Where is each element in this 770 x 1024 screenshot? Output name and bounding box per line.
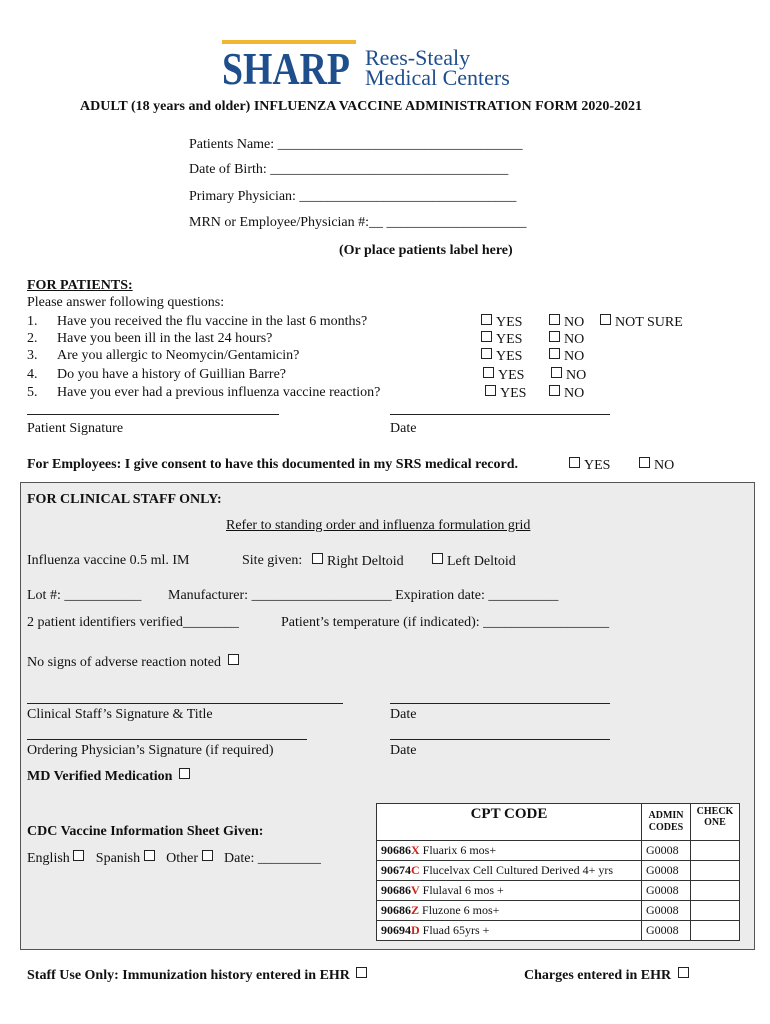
admin-codes-header: ADMIN CODES xyxy=(642,804,691,841)
identifiers-verified-field[interactable]: 2 patient identifiers verified________ xyxy=(27,615,239,630)
checkbox-icon xyxy=(481,348,492,359)
checkbox-icon xyxy=(481,331,492,342)
checkbox-icon xyxy=(144,850,155,861)
checkbox-icon xyxy=(678,967,689,978)
q1-not-sure-checkbox[interactable]: NOT SURE xyxy=(600,314,683,331)
admin-code-cell: G0008 xyxy=(642,921,691,941)
staff-signature-label: Clinical Staff’s Signature & Title xyxy=(27,707,213,722)
checkbox-icon xyxy=(485,385,496,396)
checkbox-icon xyxy=(432,553,443,564)
cpt-code-header: CPT CODE xyxy=(377,804,642,841)
ordering-signature-label: Ordering Physician’s Signature (if required) xyxy=(27,743,274,758)
cpt-cell: 90694D Fluad 65yrs + xyxy=(377,921,642,941)
question-item: 2. Have you been ill in the last 24 hours? xyxy=(27,331,273,346)
cdc-date-field[interactable]: Date: _________ xyxy=(224,851,321,866)
vaccine-dose-label: Influenza vaccine 0.5 ml. IM xyxy=(27,553,190,568)
ordering-date-line[interactable] xyxy=(390,739,610,740)
q2-no-checkbox[interactable]: NO xyxy=(549,331,584,348)
checkbox-icon xyxy=(202,850,213,861)
manufacturer-expiration-field[interactable]: Manufacturer: ____________________ Expiration date: __________ xyxy=(168,588,559,603)
ehr-history-checkbox[interactable]: Staff Use Only: Immunization history entered in EHR xyxy=(27,967,371,984)
q4-yes-checkbox[interactable]: YES xyxy=(483,367,524,384)
checkbox-icon xyxy=(73,850,84,861)
checkbox-icon xyxy=(639,457,650,468)
label-note: (Or place patients label here) xyxy=(339,243,513,258)
q1-no-checkbox[interactable]: NO xyxy=(549,314,584,331)
form-title: ADULT (18 years and older) INFLUENZA VACCINE ADMINISTRATION FORM 2020-2021 xyxy=(80,99,642,114)
site-given-label: Site given: xyxy=(242,553,303,568)
check-cell[interactable] xyxy=(691,921,740,941)
checkbox-icon xyxy=(549,348,560,359)
question-item: 4. Do you have a history of Guillian Barre? xyxy=(27,367,286,382)
mrn-field[interactable]: MRN or Employee/Physician #:__ ____________________ xyxy=(189,215,527,230)
checkbox-icon xyxy=(549,385,560,396)
question-item: 5. Have you ever had a previous influenza vaccine reaction? xyxy=(27,385,381,400)
logo-line1: Rees-Stealy xyxy=(365,45,471,70)
q1-yes-checkbox[interactable]: YES xyxy=(481,314,522,331)
checkbox-icon xyxy=(356,967,367,978)
cpt-cell: 90686V Flulaval 6 mos + xyxy=(377,881,642,901)
md-verified-checkbox[interactable]: MD Verified Medication xyxy=(27,768,194,785)
staff-date-label: Date xyxy=(390,707,417,722)
staff-signature-line[interactable] xyxy=(27,703,343,704)
patient-signature-line[interactable] xyxy=(27,414,279,415)
question-item: 3. Are you allergic to Neomycin/Gentamicin? xyxy=(27,348,300,363)
table-header-row xyxy=(377,804,740,841)
patient-signature-label: Patient Signature xyxy=(27,421,124,436)
primary-physician-field[interactable]: Primary Physician: _______________________________ xyxy=(189,189,517,204)
checkbox-icon xyxy=(600,314,611,325)
question-item: 1. Have you received the flu vaccine in the last 6 months? xyxy=(27,314,368,329)
q3-no-checkbox[interactable]: NO xyxy=(549,348,584,365)
checkbox-icon xyxy=(549,314,560,325)
cdc-vis-heading: CDC Vaccine Information Sheet Given: xyxy=(27,824,264,839)
clinical-heading: FOR CLINICAL STAFF ONLY: xyxy=(27,492,222,507)
employee-yes-checkbox[interactable]: YES xyxy=(569,457,610,474)
patient-date-line[interactable] xyxy=(390,414,610,415)
checkbox-icon xyxy=(481,314,492,325)
ordering-signature-line[interactable] xyxy=(27,739,307,740)
charges-entered-checkbox[interactable]: Charges entered in EHR xyxy=(524,967,693,984)
checkbox-icon xyxy=(179,768,190,779)
cpt-code-table xyxy=(376,803,740,941)
admin-code-cell: G0008 xyxy=(642,881,691,901)
table-row xyxy=(377,841,740,861)
lot-number-field[interactable]: Lot #: ___________ xyxy=(27,588,142,603)
cpt-cell: 90686X Fluarix 6 mos+ xyxy=(377,841,642,861)
employee-consent-text: For Employees: I give consent to have this documented in my SRS medical record. xyxy=(27,457,519,472)
staff-date-line[interactable] xyxy=(390,703,610,704)
admin-code-cell: G0008 xyxy=(642,861,691,881)
english-checkbox[interactable]: English xyxy=(27,851,88,866)
table-row xyxy=(377,901,740,921)
q4-no-checkbox[interactable]: NO xyxy=(551,367,586,384)
check-cell[interactable] xyxy=(691,881,740,901)
checkbox-icon xyxy=(312,553,323,564)
checkbox-icon xyxy=(569,457,580,468)
check-one-header: CHECK ONE xyxy=(691,804,740,841)
q3-yes-checkbox[interactable]: YES xyxy=(481,348,522,365)
logo-line2: Medical Centers xyxy=(365,65,510,90)
q2-yes-checkbox[interactable]: YES xyxy=(481,331,522,348)
dob-field[interactable]: Date of Birth: __________________________________ xyxy=(189,162,509,177)
table-row xyxy=(377,861,740,881)
ordering-date-label: Date xyxy=(390,743,417,758)
standing-order-link[interactable]: Refer to standing order and influenza formulation grid xyxy=(226,518,531,533)
employee-no-checkbox[interactable]: NO xyxy=(639,457,674,474)
admin-code-cell: G0008 xyxy=(642,841,691,861)
checkbox-icon xyxy=(549,331,560,342)
table-row xyxy=(377,881,740,901)
questions-intro: Please answer following questions: xyxy=(27,295,225,310)
right-deltoid-checkbox[interactable]: Right Deltoid xyxy=(312,553,404,570)
for-patients-heading: FOR PATIENTS: xyxy=(27,278,133,293)
cpt-cell: 90674C Flucelvax Cell Cultured Derived 4+ yrs xyxy=(377,861,642,881)
logo-brand: SHARP xyxy=(222,44,350,94)
checkbox-icon xyxy=(551,367,562,378)
spanish-checkbox[interactable]: Spanish xyxy=(96,851,159,866)
checkbox-icon xyxy=(483,367,494,378)
sharp-logo xyxy=(222,44,356,94)
check-cell[interactable] xyxy=(691,861,740,881)
cpt-cell: 90686Z Fluzone 6 mos+ xyxy=(377,901,642,921)
table-row xyxy=(377,921,740,941)
q5-yes-checkbox[interactable]: YES xyxy=(485,385,526,402)
admin-code-cell: G0008 xyxy=(642,901,691,921)
cdc-language-row xyxy=(27,850,321,867)
other-checkbox[interactable]: Other xyxy=(166,851,216,866)
patient-date-label: Date xyxy=(390,421,417,436)
left-deltoid-checkbox[interactable]: Left Deltoid xyxy=(432,553,516,570)
check-cell[interactable] xyxy=(691,901,740,921)
checkbox-icon xyxy=(228,654,239,665)
temperature-field[interactable]: Patient’s temperature (if indicated): __________________ xyxy=(281,615,610,630)
patient-name-field[interactable]: Patients Name: ___________________________________ xyxy=(189,137,523,152)
check-cell[interactable] xyxy=(691,841,740,861)
q5-no-checkbox[interactable]: NO xyxy=(549,385,584,402)
no-adverse-reaction-checkbox[interactable]: No signs of adverse reaction noted xyxy=(27,654,243,671)
